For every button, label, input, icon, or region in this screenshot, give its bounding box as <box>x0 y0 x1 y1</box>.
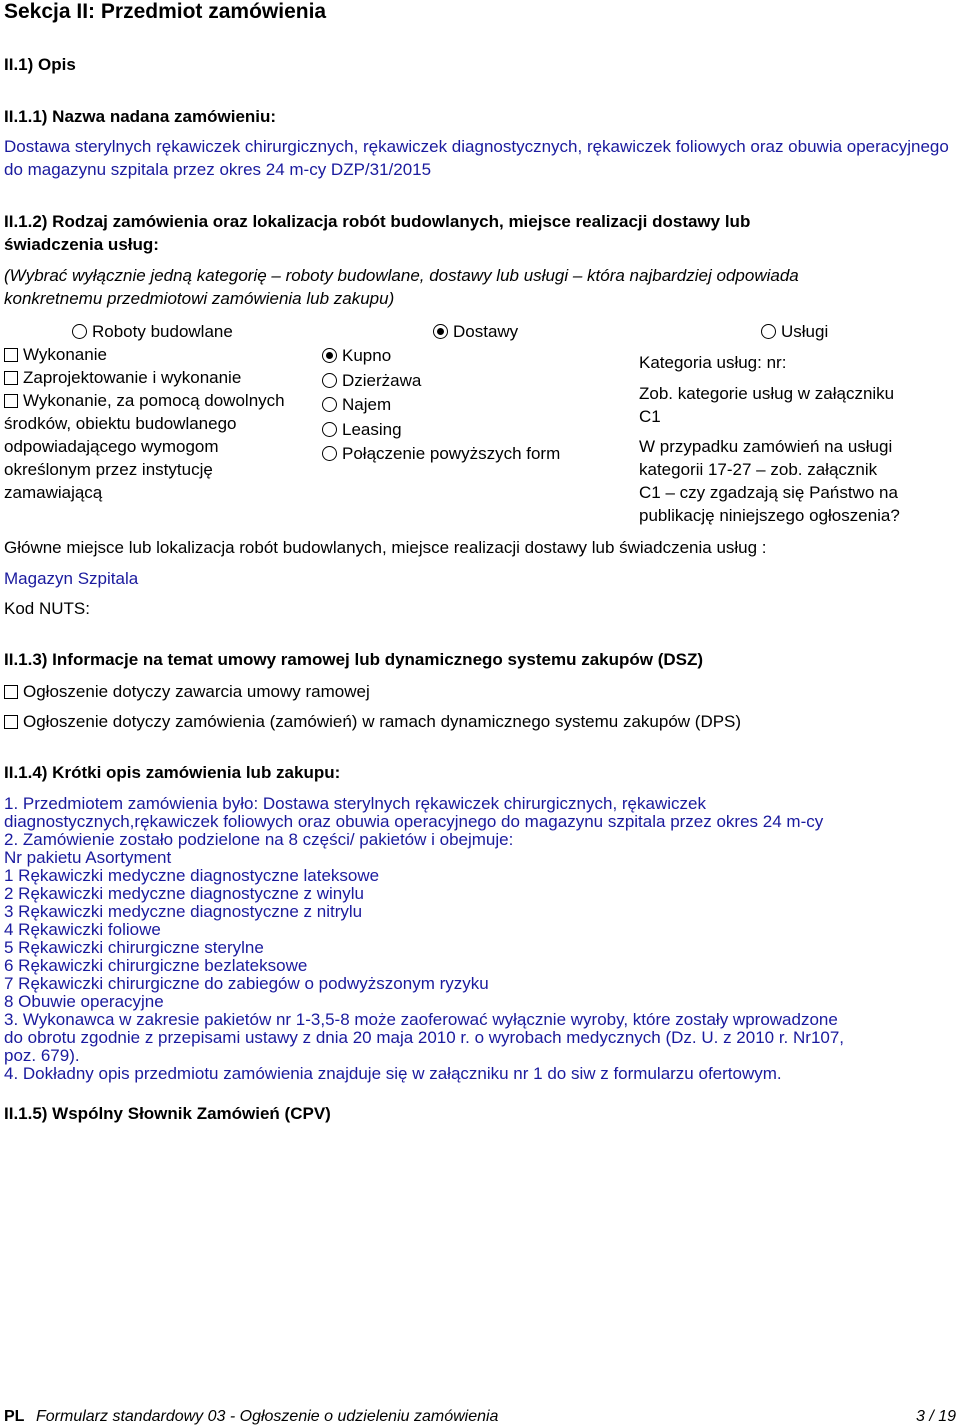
s1-heading: II.1) Opis <box>4 55 76 74</box>
main-place-value: Magazyn Szpitala <box>4 569 139 588</box>
checkbox-icon[interactable] <box>4 348 18 362</box>
main-place-label: Główne miejsce lub lokalizacja robót budowlanych, miejsce realizacji dostawy lub świadczenia usług : <box>4 538 767 557</box>
checkbox-icon[interactable] <box>4 685 18 699</box>
desc-line: 5 Rękawiczki chirurgiczne sterylne <box>4 938 264 957</box>
supply-opt-combination[interactable] <box>322 442 560 467</box>
desc-line: 2 Rękawiczki medyczne diagnostyczne z winylu <box>4 884 364 903</box>
desc-line: Nr pakietu Asortyment <box>4 848 172 867</box>
radio-selected-icon[interactable] <box>433 324 448 339</box>
section-title: Sekcja II: Przedmiot zamówienia <box>4 0 327 23</box>
desc-line: 4. Dokładny opis przedmiotu zamówienia znajduje się w załączniku nr 1 do siw z formularzu ofertowym. <box>4 1064 782 1083</box>
works-opt-3[interactable] <box>4 389 322 412</box>
svc-q-line: C1 – czy zgadzają się Państwo na <box>639 483 898 502</box>
cat-works[interactable] <box>72 320 233 343</box>
desc-line: poz. 679). <box>4 1046 80 1065</box>
s113-opt1-label: Ogłoszenie dotyczy zawarcia umowy ramowej <box>23 682 370 701</box>
s113-opt2-label: Ogłoszenie dotyczy zamówienia (zamówień) w ramach dynamicznego systemu zakupów (DPS) <box>23 712 742 731</box>
svc-question <box>639 435 900 527</box>
supply-opt-label: Połączenie powyższych form <box>342 444 561 463</box>
desc-line: 8 Obuwie operacyjne <box>4 992 164 1011</box>
s111-heading: II.1.1) Nazwa nadana zamówieniu: <box>4 107 277 126</box>
radio-icon[interactable] <box>761 324 776 339</box>
desc-line: 3. Wykonawca w zakresie pakietów nr 1-3,5-8 może zaoferować wyłącznie wyroby, które zostały wprowadzone <box>4 1010 838 1029</box>
radio-icon[interactable] <box>322 373 337 388</box>
svc-q-line: W przypadku zamówień na usługi <box>639 437 893 456</box>
cat-services[interactable] <box>761 320 828 343</box>
footer-form: Formularz standardowy 03 - Ogłoszenie o udzieleniu zamówienia <box>36 1408 499 1425</box>
checkbox-icon[interactable] <box>4 715 18 729</box>
supply-opt-label: Najem <box>342 395 392 414</box>
supply-opt-purchase[interactable] <box>322 344 560 369</box>
s113-opt2[interactable] <box>4 710 741 733</box>
supply-opt-hire[interactable] <box>322 393 560 418</box>
s113-heading: II.1.3) Informacje na temat umowy ramowej lub dynamicznego systemu zakupów (DSZ) <box>4 650 704 669</box>
svc-q-line: kategorii 17-27 – zob. załącznik <box>639 460 878 479</box>
works-opt-2[interactable] <box>4 366 322 389</box>
desc-line: 3 Rękawiczki medyczne diagnostyczne z nitrylu <box>4 902 363 921</box>
works-opt-label: Wykonanie <box>23 345 107 364</box>
desc-line: 2. Zamówienie zostało podzielone na 8 części/ pakietów i obejmuje: <box>4 830 514 849</box>
supply-opt-leasing[interactable] <box>322 418 560 443</box>
desc-line: diagnostycznych,rękawiczek foliowych oraz obuwia operacyjnego do magazynu szpitala przez okres 24 m-cy <box>4 812 824 831</box>
works-opt-3-cont: zamawiającą <box>4 483 103 502</box>
radio-icon[interactable] <box>322 422 337 437</box>
s112-heading-line1: II.1.2) Rodzaj zamówienia oraz lokalizacja robót budowlanych, miejsce realizacji dostawy lub <box>4 212 751 231</box>
s112-note-line2: konkretnemu przedmiotowi zamówienia lub zakupu) <box>4 289 395 308</box>
works-opt-3-cont: środków, obiektu budowlanego <box>4 414 237 433</box>
svc-q-line: publikację niniejszego ogłoszenia? <box>639 506 900 525</box>
supply-opt-label: Dzierżawa <box>342 370 422 390</box>
s111-value: Dostawa sterylnych rękawiczek chirurgicznych, rękawiczek diagnostycznych, rękawiczek foliowych oraz obuwia operacyjnego do magazynu szpitala przez okres 24 m-cy DZP/31/2015 <box>4 137 949 179</box>
s115-heading: II.1.5) Wspólny Słownik Zamówień (CPV) <box>4 1104 331 1123</box>
nuts-label: Kod NUTS: <box>4 599 90 618</box>
desc-line: 1 Rękawiczki medyczne diagnostyczne lateksowe <box>4 866 380 885</box>
checkbox-icon[interactable] <box>4 371 18 385</box>
s114-heading: II.1.4) Krótki opis zamówienia lub zakupu: <box>4 763 341 782</box>
cat-works-label: Roboty budowlane <box>92 322 233 341</box>
s113-opt1[interactable] <box>4 680 370 703</box>
radio-icon[interactable] <box>322 446 337 461</box>
cat-services-label: Usługi <box>781 322 829 341</box>
svc-annex-1: Zob. kategorie usług w załączniku <box>639 384 895 403</box>
checkbox-icon[interactable] <box>4 394 18 408</box>
works-opt-3-cont: określonym przez instytucję <box>4 460 213 479</box>
works-opt-3-cont: odpowiadającego wymogom <box>4 437 219 456</box>
desc-line: do obrotu zgodnie z przepisami ustawy z dnia 20 maja 2010 r. o wyrobach medycznych (Dz. U. z 2010 r. Nr107, <box>4 1028 845 1047</box>
desc-line: 7 Rękawiczki chirurgiczne do zabiegów o podwyższonym ryzyku <box>4 974 489 993</box>
footer-page: 3 / 19 <box>915 1408 956 1425</box>
works-opt-label: Zaprojektowanie i wykonanie <box>23 368 242 387</box>
footer-lang: PL <box>4 1408 25 1425</box>
s112-note-line1: (Wybrać wyłącznie jedną kategorię – roboty budowlane, dostawy lub usługi – która najbardziej odpowiada <box>4 266 799 285</box>
desc-line: 1. Przedmiotem zamówienia było: Dostawa sterylnych rękawiczek chirurgicznych, rękawiczek <box>4 794 706 813</box>
svc-annex-2: C1 <box>639 407 661 426</box>
radio-icon[interactable] <box>72 324 87 339</box>
works-opt-1[interactable] <box>4 343 322 366</box>
supply-opt-label: Kupno <box>342 346 392 365</box>
svc-cat-label: Kategoria usług: nr: <box>639 353 787 372</box>
radio-icon[interactable] <box>322 397 337 412</box>
s114-description <box>4 795 844 1083</box>
desc-line: 4 Rękawiczki foliowe <box>4 920 161 939</box>
works-options <box>4 343 322 504</box>
supply-opt-rent[interactable] <box>322 369 560 394</box>
works-opt-label: Wykonanie, za pomocą dowolnych <box>23 391 285 410</box>
radio-selected-icon[interactable] <box>322 348 337 363</box>
supply-options <box>322 344 560 467</box>
cat-supplies[interactable] <box>433 320 518 343</box>
supply-opt-label: Leasing <box>342 419 402 439</box>
desc-line: 6 Rękawiczki chirurgiczne bezlateksowe <box>4 956 308 975</box>
cat-supplies-label: Dostawy <box>453 322 519 341</box>
s112-heading-line2: świadczenia usług: <box>4 235 159 254</box>
